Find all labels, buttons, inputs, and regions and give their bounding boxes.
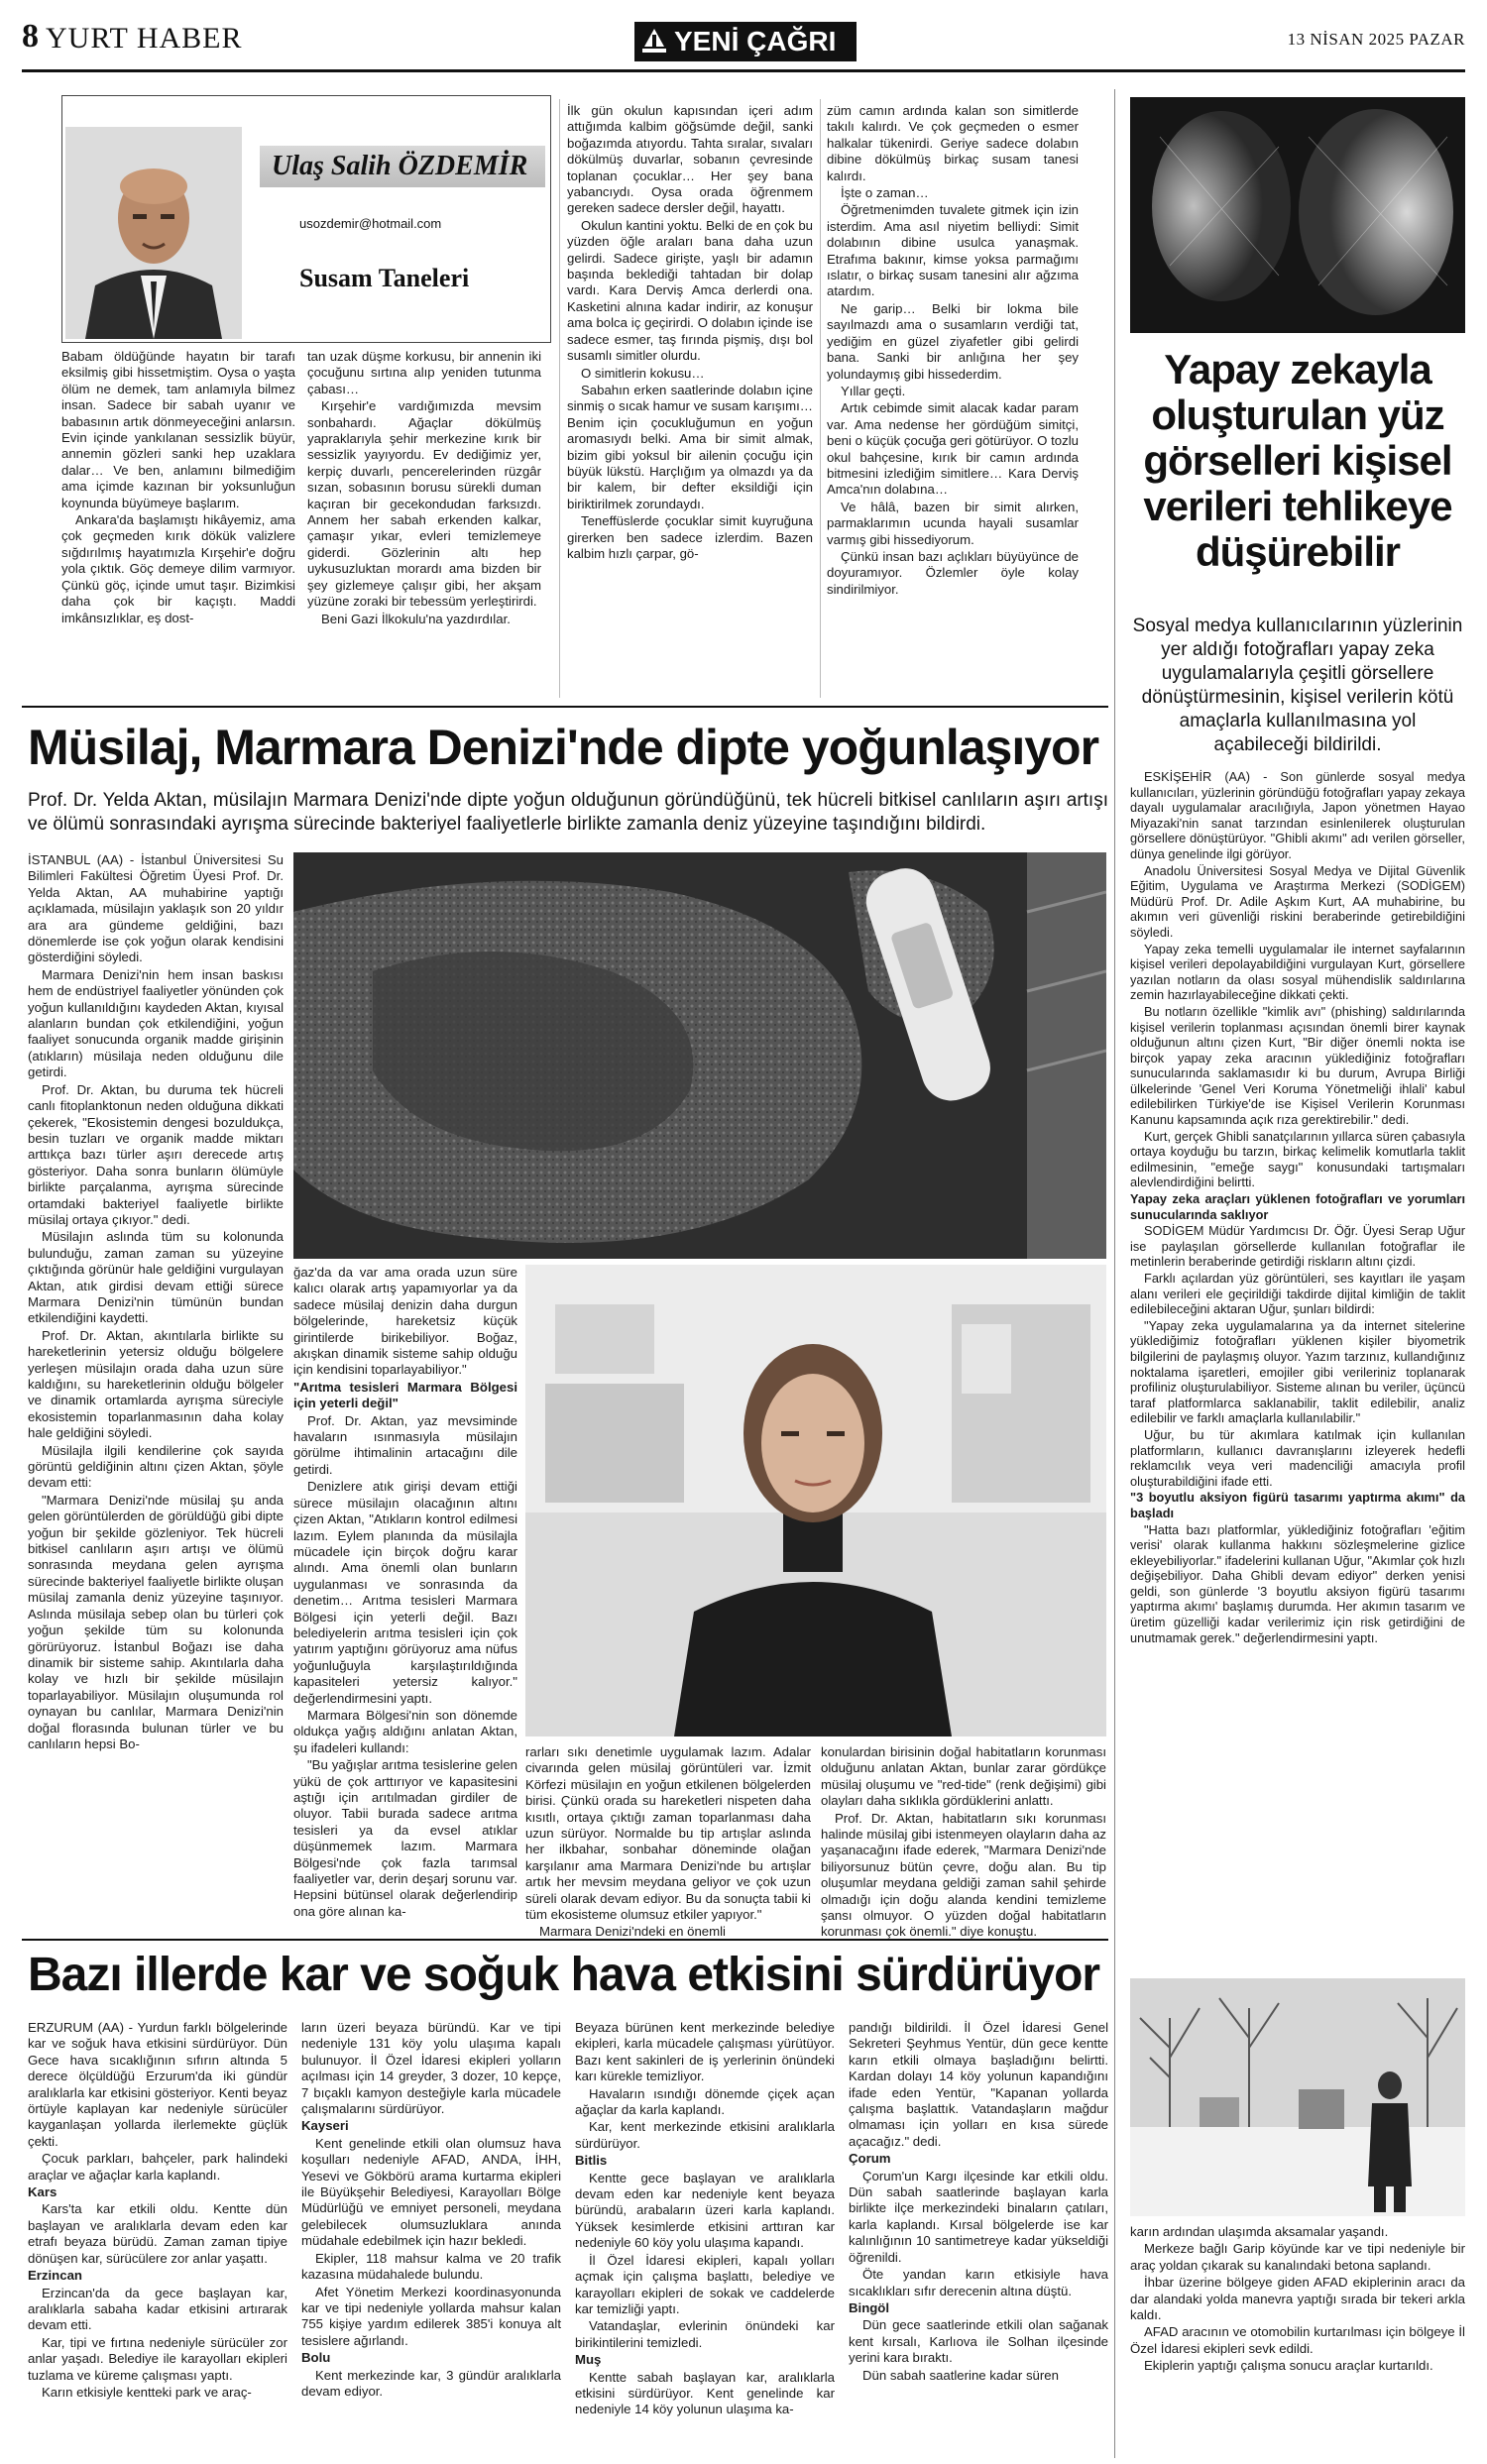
- paragraph: Öte yandan karın etkisiyle hava sıcaklıkları sıfır derecenin altına düştü.: [849, 2267, 1108, 2298]
- snow-street-photo: [1130, 1978, 1465, 2216]
- paragraph: Uğur, bu tür akımlara katılmak için kullanılan platformların, kullanıcı davranışlarını izleyerek hedefli reklamcılık veya veri madenciliği amacıyla profil oluşturabildiğini ifade etti.: [1130, 1426, 1465, 1489]
- subheading: Kayseri: [301, 2118, 349, 2134]
- paragraph: Havaların ısındığı dönemde çiçek açan ağaçlar da karla kaplandı.: [575, 2085, 835, 2118]
- ai-article-lede: Sosyal medya kullanıcılarının yüzlerinin yer aldığı fotoğrafları yapay zeka uygulamalarıyla çeşitli görsellere dönüştürmesinin, kişisel verilerin kötü amaçlarla kullanılmasına yol açabileceği bildirildi.: [1132, 616, 1463, 755]
- paragraph: Vatandaşlar, evlerinin önündeki kar birikintilerini temizledi.: [575, 2318, 835, 2350]
- paragraph: Müsilajın aslında tüm su kolonunda bulunduğu, zaman zaman su yüzeyine çıktığında görünür hale geldiğini vurgulayan Aktan, atık girdisi devam ettiği sürece Marmara Denizi'nin tümünün bundan etkilendiğini kaydetti.: [28, 1229, 284, 1326]
- paragraph: konulardan birisinin doğal habitatların korunması olduğunu anlatan Aktan, bunlar zarar gördükçe müsilaj oluşumu ve "red-tide" (renk değişimi) gibi olayları daha sıklıkla gördüklerini anlattı.: [821, 1744, 1106, 1809]
- paragraph: Marmara Denizi'ndeki en önemli: [539, 1924, 726, 1940]
- kar-text-col2: [301, 2020, 561, 2401]
- yelda-aktan-portrait: [525, 1265, 1106, 1736]
- header-rule: [22, 69, 1465, 72]
- paragraph: Erzincan'da da gece başlayan kar, aralıklarla sabaha kadar etkisini artırarak devam etti.: [28, 2285, 287, 2333]
- paragraph: Dün gece saatlerinde etkili olan sağanak kent kırsalı, Karlıova ile Solhan ilçesinde yerini kara bıraktı.: [849, 2317, 1108, 2366]
- paragraph: Dün sabah saatlerine kadar süren: [862, 2367, 1059, 2383]
- column-text-col2: [307, 349, 541, 628]
- musilaj-lede: Prof. Dr. Yelda Aktan, müsilajın Marmara Denizi'nde dipte yoğun olduğunun göründüğünü, tek hücreli bitkisel canlıların aşırı artışı ve ölümü sonrasındaki ayrışma sürecinde bakteriyel faaliyetlerle birlikte zamanla deniz yüzeyine taşındığını bildirdi.: [28, 790, 1108, 835]
- ai-article-headline: Yapay zekayla oluşturulan yüz görselleri kişisel verileri tehlikeye düşürebilir: [1143, 346, 1452, 575]
- page-number: 8: [22, 18, 39, 55]
- paragraph: Anadolu Üniversitesi Sosyal Medya ve Dijital Güvenlik Eğitim, Uygulama ve Araştırma Merkezi (SODİGEM) Müdürü Prof. Dr. Adile Aşkım Kurt, AA muhabirine, bu akımın veri güvenliği riskini beraberinde getirebildiğini söyledi.: [1130, 862, 1465, 940]
- paragraph: AFAD aracının ve otomobilin kurtarılması için bölgeye İl Özel İdaresi ekipleri sevk edildi.: [1130, 2324, 1465, 2356]
- musilaj-text-col2: [293, 1265, 517, 1921]
- author-email[interactable]: usozdemir@hotmail.com: [299, 216, 442, 231]
- paragraph: Ne garip… Belki bir lokma bile sayılmazdı ama o susamların verdiği tat, yediğim en güzel ziyafetler gibi gelirdi bana. Sanki bir anlığına her şey yolundaymış gibi hissederdim.: [827, 300, 1079, 382]
- subheading: Çorum: [849, 2151, 891, 2167]
- paragraph: Karın etkisiyle kentteki park ve araç-: [42, 2384, 252, 2400]
- column-title: Susam Taneleri: [299, 264, 470, 292]
- paragraph: Beni Gazi İlkokulu'na yazdırdılar.: [321, 611, 511, 626]
- author-photo: [65, 127, 242, 339]
- subheading: Kars: [28, 2184, 57, 2200]
- musilaj-text-col4: [821, 1744, 1106, 1942]
- section-rule: [22, 1939, 1108, 1941]
- paragraph: Prof. Dr. Aktan, habitatların sıkı korunması halinde müsilaj gibi istenmeyen olayların daha az yaşanacağını ifade ederek, "Marmara Denizi'nde biliyorsunuz bütün çevre, doğu alan. Bu tip oluşumlar meydana geldiği zaman sahil şehirde olmadığı için doğu alanda kendini temizleme şansı olmuyor. O yüzden doğal habitatların korunması çok önemli." diye konuştu.: [821, 1810, 1106, 1940]
- paragraph: Merkeze bağlı Garip köyünde kar ve tipi nedeniyle bir araç yoldan çıkarak su kanalındaki betona saplandı.: [1130, 2241, 1465, 2273]
- paragraph: Öğretmenimden tuvalete gitmek için izin isterdim. Ama asıl niyetim belliydi: Simit dolabının dibine usulca yanaşmak. Etrafıma bakınır, kimse yoksa parmağımı ıslatır, o birkaç susam tanesini alır ağzıma atardım.: [827, 202, 1079, 299]
- section-divider: [1114, 89, 1115, 2458]
- paragraph: SODİGEM Müdür Yardımcısı Dr. Öğr. Üyesi Serap Uğur ise paylaşılan görsellerde kullanılan fotoğraflar ile metinlerin beraberinde getirdiği riskların altını çizdi.: [1130, 1223, 1465, 1270]
- paragraph: Beyaza bürünen kent merkezinde belediye ekipleri, karla mücadele çalışması yürütüyor. Bazı kent sakinleri de iş yerlerinin önündeki karı kürekle temizliyor.: [575, 2020, 835, 2084]
- paragraph: Artık cebimde simit alacak kadar param var. Ama nedense her gördüğüm simitçi, beni o küçük çocuğa geri götürüyor. O tozlu okul bahçesine, kırık bir camın ardında bitmesini izlediğim simitlere… Kara Derviş Amca'nın dolabına…: [827, 400, 1079, 498]
- paragraph: Babam öldüğünde hayatın bir tarafı eksilmiş gibi hissetmiştim. Oysa o yaşta ölüm ne demek, tam anlamıyla bilmez insan. Sadece bir sabah uyanır ve babasının artık dönmeyeceğini anlarsın. Evin içinde yankılanan sessizlik büyür, annemin gözleri sanki hep uzaklara dalar… Ve ben, anlamını bilmediğim ama içimde kazınan bir yoksunluğun koynunda büyümeye başlarım.: [61, 349, 295, 510]
- kar-text-col4: [849, 2020, 1108, 2385]
- paragraph: züm camın ardında kalan son simitlerde takılı kalırdı. Ve çok geçmeden o esmer halkalar tükenirdi. Geriye sadece dolabın dibine dökülmüş birkaç susam tanesi kalırdı.: [827, 103, 1079, 183]
- paragraph: Marmara Denizi'nin hem insan baskısı hem de endüstriyel faaliyetler yönünden çok yoğun kullanıldığını kaydeden Aktan, kıyısal alanların bundan çok etkilendiğini, yoğun faaliyet sonucunda organik madde girişinin (atıkların) müsilaja neden olduğunu dile getirdi.: [28, 966, 284, 1080]
- paragraph: "Yapay zeka uygulamalarına ya da internet sitelerine yüklediğimiz fotoğrafları yüklenen kişiler biyometrik bilgilerini de paylaşmış oluyor. Yazım tarzınız, kullandığınız noktalama işaretleri, emojiler gibi verileriniz toplanarak profiliniz oluşturulabiliyor. Sisteme alınan bu veriler, üçüncü taraf platformlarca saklanabilir, taklit edilebilir, analiz edilebilir ve farklı amaçlarla kullanılabilir.": [1130, 1317, 1465, 1426]
- musilaj-aerial-photo: [293, 852, 1106, 1259]
- subheading: Muş: [575, 2352, 602, 2368]
- paragraph: Kent genelinde etkili olan olumsuz hava koşulları nedeniyle AFAD, ANDA, İHH, Yesevi ve Gökbörü arama kurtarma ekipleri ile Büyükşehir Belediyesi, Karayolları Bölge Müdürlüğü ve emniyet personeli, meydana gelebilecek olumsuzluklara anında müdahale edebilmek için hazır bekledi.: [301, 2135, 561, 2249]
- section-rule: [22, 706, 1108, 708]
- paragraph: Kars'ta kar etkili oldu. Kentte dün başlayan ve aralıklarla devam eden kar etrafı beyaza bürüdü. Zaman zaman tipiye dönüşen kar, sürücülere zor anlar yaşattı.: [28, 2201, 287, 2266]
- paragraph: Kar, kent merkezinde etkisini aralıklarla sürdürüyor.: [575, 2119, 835, 2151]
- paragraph: Ankara'da başlamıştı hikâyemiz, ama çok geçmeden kırık dökük valizlere sığdırılmış hayatımızla Kırşehir'e doğru yola çıktık. Göç demeye dilim varmıyor. Çünkü göç, içinde umut taşır. Bizimkisi daha çok bir kaçıştı. Maddi imkânsızlıklar, eş dost-: [61, 512, 295, 625]
- kar-text-col3: [575, 2020, 835, 2419]
- paragraph: İSTANBUL (AA) - İstanbul Üniversitesi Su Bilimleri Fakültesi Öğretim Üyesi Prof. Dr. Yelda Aktan, AA muhabirine yaptığı açıklamada, müsilajın yaklaşık son 20 yıldır ara ara gündeme geldiğini, bazı dönemlerde ise çok yoğun olarak kendisini gösterdiğini söyledi.: [28, 852, 284, 965]
- column-divider: [820, 99, 821, 698]
- subheading: Bingöl: [849, 2299, 890, 2315]
- musilaj-headline: Müsilaj, Marmara Denizi'nde dipte yoğunlaşıyor: [28, 720, 1099, 775]
- paragraph: Ekiplerin yaptığı çalışma sonucu araçlar kurtarıldı.: [1144, 2358, 1433, 2374]
- logo-emblem-icon: [640, 27, 668, 56]
- paragraph: "Marmara Denizi'nde müsilaj şu anda gelen görüntülerden de görüldüğü gibi dipte yoğun bir şekilde gözleniyor. Tek hücreli bitkisel canlıların aşırı artışı ve ölümü sonrasında meydana gelen ayrışma sürecinde bakteriyel faaliyetle birlikte oluşan müsilaj zamanla deniz yüzeyine taşınıyor. Aslında müsilaja sebep olan bu türleri çok yoğun şekilde tüm su kolonunda görürüyoruz. İstanbul Boğazı ise daha dinamik bir sisteme sahip. Akıntılarla daha kolay ve hızlı bir şekilde müsilajın toparlayabiliyor. Müsilajın oluşumunda rol oynayan bu canlılar, Marmara Denizi'nin doğal florasında bulunan türler ve bu canlıların hepsi Bo-: [28, 1492, 284, 1751]
- musilaj-text-col3: [525, 1744, 811, 1942]
- paragraph: Ve hâlâ, bazen bir simit alırken, parmaklarımın ucunda hayali susamlar varmış gibi hissediyorum.: [827, 499, 1079, 547]
- paragraph: Teneffüslerde çocuklar simit kuyruğuna girerken ben sadece izlerdim. Bazen kalbim hızlı çarpar, gö-: [567, 513, 813, 561]
- paragraph: İlk gün okulun kapısından içeri adım attığımda kalbim göğsümde değil, sanki boğazımda atıyordu. Tahta sıralar, sıvaları dökülmüş duvarlar, sobanın çevresinde toplanan çocuklar… Her şey bana yabancıydı. Oysa orada öğrenmem gereken sadece dersler değil, hayattı.: [567, 103, 813, 216]
- subheading: Erzincan: [28, 2268, 82, 2284]
- paragraph: karın ardından ulaşımda aksamalar yaşandı.: [1130, 2224, 1389, 2239]
- paragraph: Yıllar geçti.: [841, 383, 906, 398]
- logo-text: YENİ ÇAĞRI: [674, 26, 837, 56]
- paragraph: ğaz'da da var ama orada uzun süre kalıcı olarak artış yapamıyorlar ya da sadece müsilaj denizin daha durgun bölgelerinde, hareketsiz küçük girintilerde birikebiliyor. Boğaz, akışkan dinamik sisteme sahip olduğu için kendisini toparlayabiliyor.": [293, 1265, 517, 1378]
- paragraph: ların üzeri beyaza büründü. Kar ve tipi nedeniyle 131 köy yolu ulaşıma kapalı bulunuyor. İl Özel İdaresi ekipleri yolların açılması için 14 greyder, 3 dozer, 10 kepçe, 7 bıçaklı kamyon desteğiyle karla mücadele çalışmalarını sürdürüyor.: [301, 2020, 561, 2117]
- paragraph: "Hatta bazı platformlar, yüklediğiniz fotoğrafları 'eğitim verisi' olarak kullanma hakkını sözleşmelerine gizlice ekleyebiliyorlar." ifadelerini kullanan Uğur, "Akımlar çok hızlı değişebiliyor. Daha Ghibli devam ediyor" derken yenisi geldi, son günlerde '3 boyutlu aksiyon figürü tasarımı yaptırma akımı' başlamış durumda. Her akımın tasarım ve üretim güzelliği kadar verilerimiz için risk getirdiğini de unutmamak gerek." değerlendirmesini yaptı.: [1130, 1521, 1465, 1645]
- author-name: Ulaş Salih ÖZDEMİR: [260, 146, 545, 187]
- paragraph: Afet Yönetim Merkezi koordinasyonunda kar ve tipi nedeniyle yollarda mahsur kalan 755 kişiye yardım edilerek 385'i konuya alt tesislere ağırlandı.: [301, 2284, 561, 2348]
- paragraph: "Bu yağışlar arıtma tesislerine gelen yükü de çok arttırıyor ve kapasitesini aştığı için arıtılmadan girdiler de oluyor. Tabii burada sadece arıtma tesisleri ya da evsel atıklar düşünmemek lazım. Marmara Bölgesi'nde çok fazla tarımsal faaliyetler var, derin deşarj sorunu var. Hepsini bütünsel olarak değerlendirip ona göre alınan ka-: [293, 1757, 517, 1919]
- paragraph: Prof. Dr. Aktan, akıntılarla birlikte su hareketlerinin yetersiz olduğu bölgelere yerleşen müsilajın orada daha uzun süre kaldığını, su hareketlerinin olduğu bölgeler ve dinamik ortamlarda ayrışma süreciyle ekosistemin toparlanmasının daha kolay hale geldiğini söyledi.: [28, 1327, 284, 1441]
- ai-article-body: [1130, 769, 1465, 1646]
- section-title: YURT HABER: [46, 22, 243, 55]
- subheading: "Arıtma tesisleri Marmara Bölgesi için yeterli değil": [293, 1379, 517, 1411]
- paragraph: Ekipler, 118 mahsur kalma ve 20 trafik kazasına müdahalede bulundu.: [301, 2250, 561, 2283]
- paragraph: İhbar üzerine bölgeye giden AFAD ekiplerinin aracı da dar alandaki yolda manevra yaptığı sırada bir tekeri arkla kaldı.: [1130, 2275, 1465, 2323]
- column-text-col3: [567, 103, 813, 563]
- paragraph: Bu notların özellikle "kimlik avı" (phishing) saldırılarında kişisel verilerin toplanması açısından önemli birer kaynak olduğunun altını çizen Kurt, "Bir diğer önemli nokta ise birçok yapay zeka aracının yüklediğiniz fotoğrafları sunucularında saklamasıdır ki bu durum, Avrupa Birliği ülkelerinde 'Genel Veri Koruma Yönetmeliği ihlali' kabul edilebilirken Türkiye'de ise Kişisel Verilerin Korunması Kanunu kapsamında açık rıza gerektirebilir." dedi.: [1130, 1003, 1465, 1128]
- subheading: Bitlis: [575, 2153, 608, 2169]
- paragraph: Müsilajla ilgili kendilerine çok sayıda görüntü geldiğinin altını çizen Aktan, şöyle devam etti:: [28, 1442, 284, 1491]
- paragraph: Prof. Dr. Aktan, yaz mevsiminde havaların ısınmasıyla müsilajın görülme ihtimalinin artacağını dile getirdi.: [293, 1412, 517, 1477]
- subheading: "3 boyutlu aksiyon figürü tasarımı yaptırma akımı" da başladı: [1130, 1490, 1465, 1520]
- paragraph: Çünkü insan bazı açlıkları büyüyünce de doyuramıyor. Özlemler öyle kolay sindirilmiyor.: [827, 548, 1079, 597]
- paragraph: ERZURUM (AA) - Yurdun farklı bölgelerinde kar ve soğuk hava etkisini sürdürüyor. Dün Gece hava sıcaklığının sıfırın altında 5 derece ölçüldüğü Erzurum'da iki gündür aralıklarla kar etkisini gösteriyor. Kenti beyaz örtüyle kaplayan kar nedeniyle sürücüler kayganlaşan yollarda ilerlemekte güçlük çekti.: [28, 2020, 287, 2149]
- kar-headline: Bazı illerde kar ve soğuk hava etkisini sürdürüyor: [28, 1949, 1100, 2001]
- paragraph: ESKİŞEHİR (AA) - Son günlerde sosyal medya kullanıcıları, yüzlerinin göründüğü fotoğrafları yapay zekaya dayalı uygulamalar aracılığıyla, Japon yönetmen Hayao Miyazaki'nin sanat tarzından esinlenilerek oluşturulan görsellere dönüştürüyor. "Ghibli akımı" adı verilen görseller, dünya genelinde ilgi görüyor.: [1130, 769, 1465, 861]
- musilaj-text-col1: [28, 852, 284, 1753]
- paragraph: Kentte gece başlayan ve aralıklarla devam eden kar nedeniyle kent beyaza büründü, arabaların üzeri karla kaplandı. Yüksek kesimlerde etkisini arttıran kar nedeniyle 60 köy yolu ulaşıma kapandı.: [575, 2170, 835, 2251]
- ai-faces-image: [1130, 97, 1465, 333]
- issue-date: 13 NİSAN 2025 PAZAR: [1287, 30, 1465, 49]
- paragraph: Kırşehir'e vardığımızda mevsim sonbahardı. Ağaçlar dökülmüş yapraklarıyla şehir merkezine kırık bir sessizlik yayıyordu. Ev dediğimiz yer, kerpiç duvarlı, pencerelerinden rüzgâr sızan, sobasının borusu sürekli duman kaçıran bir gecekondudan farksızdı. Annem her sabah erkenden kalkar, çamaşır yıkar, evleri temizlemeye giderdi. Gözlerinin altı hep uykusuzluktan morardı ama bizden bir şey gizlemeye çalışır gibi, her akşam yüzüne zoraki bir tebessüm yerleştirirdi.: [307, 398, 541, 610]
- paragraph: Sabahın erken saatlerinde dolabın içine sinmiş o sıcak hamur ve susam karışımı… Benim için çocukluğumun en yoğun aromasıydı belki. Ama bir simit almak, bizim gibi yoksul bir ailenin çocuğu için büyük lükstü. Harçlığım ya olmazdı ya da bir kalem, bir defter eksildiği için biriktirilmek zorundaydı.: [567, 382, 813, 511]
- paragraph: Kar, tipi ve fırtına nedeniyle sürücüler zor anlar yaşadı. Belediye ile karayolları ekipleri tuzlama ve küreme çalışması yaptı.: [28, 2334, 287, 2383]
- column-text-col4: [827, 103, 1079, 599]
- paragraph: Yapay zeka temelli uygulamalar ile internet sayfalarının kişisel verileri depolayabildiğini vurgulayan Kurt, görsellere yazılan notların da olası sosyal mühendislik saldırılarına zemin hazırlayabileceğine dikkati çekti.: [1130, 941, 1465, 1003]
- paragraph: Okulun kantini yoktu. Belki de en çok bu yüzden öğle araları bana daha uzun gelirdi. Sadece girişte, yaşlı bir adamın başında beklediği tahtadan bir dolap vardı. Kara Derviş Amca derlerdi ona. Kasketini alnına kadar indirir, az konuşur ama bolca iç geçirirdi. O dolabın içinde ise sadece esmer, taş fırında pişmiş, dışı bol susamlı simitler olurdu.: [567, 217, 813, 364]
- paragraph: Kentte sabah başlayan kar, aralıklarla etkisini sürdürüyor. Kent genelinde kar nedeniyle 14 köy yolunun ulaşıma ka-: [575, 2369, 835, 2417]
- newspaper-logo: [634, 22, 857, 61]
- subheading: Bolu: [301, 2350, 331, 2366]
- paragraph: Marmara Bölgesi'nin son dönemde oldukça yağış aldığını anlatan Aktan, şu ifadeleri kullandı:: [293, 1707, 517, 1755]
- column-divider: [559, 99, 560, 698]
- paragraph: Kent merkezinde kar, 3 gündür aralıklarla devam ediyor.: [301, 2367, 561, 2399]
- paragraph: Farklı açılardan yüz görüntüleri, ses kayıtları ile yaşam alanı verileri ele geçirildiği takdirde dijital kimliğin de taklit edilebileceğini aktaran Uğur, şunları bildirdi:: [1130, 1271, 1465, 1317]
- paragraph: Çocuk parkları, bahçeler, park halindeki araçlar ve ağaçlar karla kaplandı.: [28, 2151, 287, 2183]
- paragraph: İşte o zaman…: [841, 185, 929, 201]
- kar-text-col1: [28, 2020, 287, 2402]
- paragraph: tan uzak düşme korkusu, bir annenin iki çocuğunu sırtına alıp yeniden tutunma çabası…: [307, 349, 541, 396]
- subheading: Yapay zeka araçları yüklenen fotoğrafları ve yorumları sunucularında saklıyor: [1130, 1191, 1465, 1222]
- paragraph: rarları sıkı denetimle uygulamak lazım. Adalar civarında gelen müsilaj görüntüleri var. İzmit Körfezi müsilajın en yoğun etkilenen bölgelerden birisi. Çünkü orada su hareketleri nispeten daha kısıtlı, ortaya çıktığı zaman toparlanması daha uzun sürüyor. Normalde bu tip artışlar aslında her ilkbahar, sonbahar döneminde olağan karşılanır ama Marmara Denizi'nde bu artışlar artık her mevsim meydana geliyor ve çok uzun süreli olarak devam ediyor. Bu da sonuçta tabii ki tüm ekosisteme olumsuz etkiler yapıyor.": [525, 1744, 811, 1923]
- paragraph: Denizlere atık girişi devam ettiği sürece müsilajın olacağının altını çizen Aktan, "Atıkların kontrol edilmesi lazım. Eylem planında da müsilajla mücadele için birçok doğru karar alındı. Ama önemli olan bunların uygulanması ve sonrasında da denetim… Arıtma tesisleri Marmara Bölgesi için yeterli değil. Bazı belediyelerin arıtma tesisleri için çok yatırım yaptığını görüyoruz ama nüfus yoğunluğuyla karşılaştırıldığında kapasiteleri yetersiz kalıyor." değerlendirmesini yaptı.: [293, 1479, 517, 1706]
- paragraph: pandığı bildirildi. İl Özel İdaresi Genel Sekreteri Şeyhmus Yentür, dün gece kentte karın etkili olmaya başladığını belirtti. Kardan dolayı 14 köy yolunun kapandığını ifade eden Yentür, "Kapanan yollarda çalışma başlattık. Vatandaşların mağdur olmaması için yolları en kısa sürede açacağız." dedi.: [849, 2020, 1108, 2149]
- paragraph: İl Özel İdaresi ekipleri, kapalı yolları açmak için çalışma başlattı, belediye ve karayolları ekipleri de sokak ve caddelerde kar temizliği yaptı.: [575, 2252, 835, 2316]
- kar-text-col5: [1130, 2224, 1465, 2376]
- column-text-col1: [61, 349, 295, 627]
- paragraph: Çorum'un Kargı ilçesinde kar etkili oldu. Dün sabah saatlerinde başlayan karla birlikte ilçe merkezindeki binaların çatıları, karla kaplandı. Kırsal bölgelerde ise kar kalınlığının 10 santimetreye kadar yükseldiği öğrenildi.: [849, 2168, 1108, 2265]
- paragraph: Prof. Dr. Aktan, bu duruma tek hücreli canlı fitoplanktonun neden olduğuna dikkati çekerek, "Ekosistemin dengesi bozuldukça, besin tuzları ve organik madde miktarı arttıkça bazı türler aşırı derecede artış gösteriyor. Daha sonra bunların ölümüyle birlikte parçalanma, ayrışma sürecinde ortamdaki bakteriyel faaliyetle birlikte müsilaj ortaya çıkıyor." dedi.: [28, 1081, 284, 1227]
- paragraph: Kurt, gerçek Ghibli sanatçılarının yıllarca süren çabasıyla ortaya koyduğu bu tarzın, birkaç kelimelik komutlarla taklit edilmesinin, "emeğe saygı" konusundaki tartışmaları alevlendirdiğini belirtti.: [1130, 1128, 1465, 1190]
- paragraph: O simitlerin kokusu…: [581, 365, 705, 381]
